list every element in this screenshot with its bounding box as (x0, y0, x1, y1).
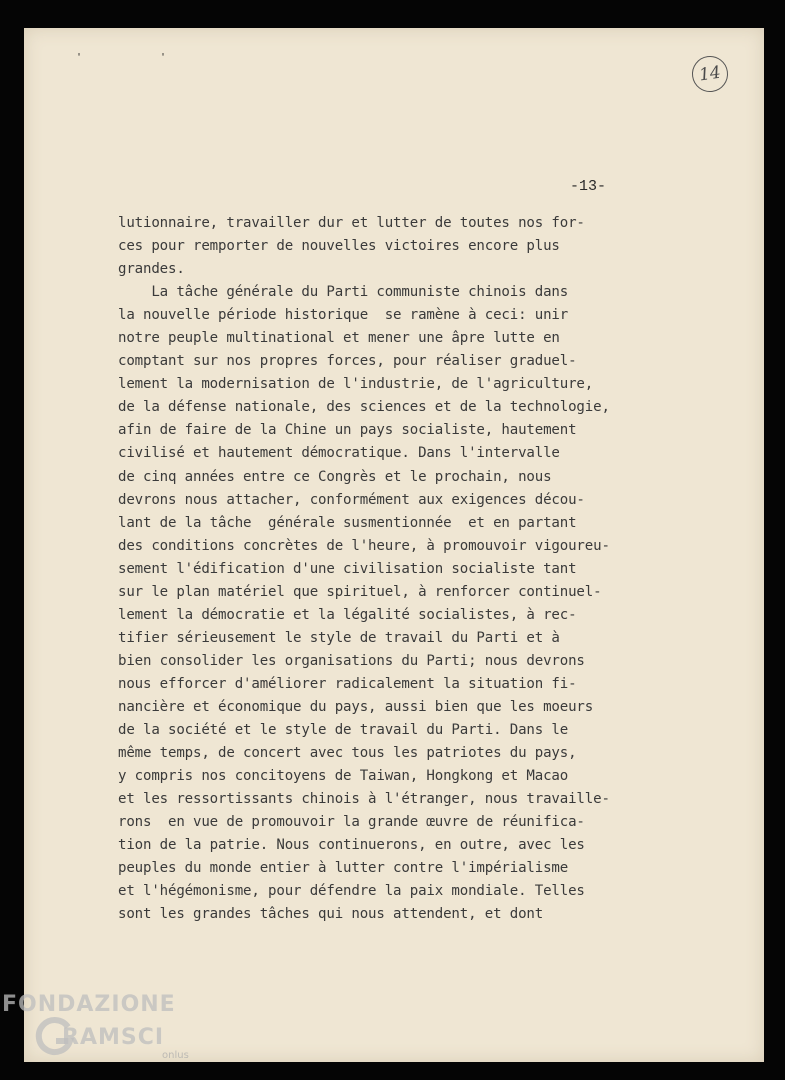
page-number: -13- (570, 178, 607, 195)
paper-sheet (24, 28, 764, 1062)
text-line: nous efforcer d'améliorer radicalement la situation fi- (118, 675, 577, 692)
watermark-line-2: RAMSCI (62, 1024, 165, 1050)
text-line: peuples du monde entier à lutter contre l'impérialisme (118, 860, 569, 877)
text-line: de la société et le style de travail du Parti. Dans le (118, 722, 569, 739)
text-line: comptant sur nos propres forces, pour réaliser graduel- (118, 353, 577, 370)
text-line: tifier sérieusement le style de travail du Parti et à (118, 629, 560, 646)
text-line: lement la modernisation de l'industrie, de l'agriculture, (118, 376, 594, 393)
text-line: lutionnaire, travailler dur et lutter de toutes nos for- (118, 215, 585, 231)
text-line: des conditions concrètes de l'heure, à promouvoir vigoureu- (118, 537, 610, 554)
fondazione-gramsci-watermark (2, 992, 189, 1061)
watermark-subtitle: onlus (162, 1050, 189, 1061)
text-line: afin de faire de la Chine un pays socialiste, hautement (118, 422, 577, 439)
text-line: notre peuple multinational et mener une âpre lutte en (118, 330, 560, 347)
text-line: ces pour remporter de nouvelles victoires encore plus (118, 238, 560, 255)
text-line: et les ressortissants chinois à l'étranger, nous travaille- (118, 791, 610, 808)
text-line: devrons nous attacher, conformément aux exigences décou- (118, 491, 585, 508)
text-line: la nouvelle période historique se ramène à ceci: unir (118, 307, 569, 324)
text-line: tion de la patrie. Nous continuerons, en outre, avec les (118, 837, 585, 854)
watermark-line-2-group (32, 1015, 176, 1059)
text-line: La tâche générale du Parti communiste chinois dans (118, 284, 569, 301)
document-body (118, 212, 678, 926)
text-line: civilisé et hautement démocratique. Dans l'intervalle (118, 445, 560, 462)
text-line: rons en vue de promouvoir la grande œuvre de réunifica- (118, 814, 585, 831)
archive-page-number: 14 (690, 54, 731, 95)
text-line: sement l'édification d'une civilisation socialiste tant (118, 560, 577, 577)
punch-marks: ' ' (76, 52, 203, 63)
text-line: nancière et économique du pays, aussi bien que les moeurs (118, 698, 594, 715)
text-line: de cinq années entre ce Congrès et le prochain, nous (118, 468, 552, 485)
text-line: grandes. (118, 261, 185, 278)
watermark-line-1: FONDAZIONE (2, 992, 176, 1017)
text-line: et l'hégémonisme, pour défendre la paix mondiale. Telles (118, 883, 585, 900)
text-line: lant de la tâche générale susmentionnée et en partant (118, 514, 577, 531)
text-line: y compris nos concitoyens de Taiwan, Hongkong et Macao (118, 768, 569, 785)
text-line: bien consolider les organisations du Parti; nous devrons (118, 652, 585, 669)
text-line: même temps, de concert avec tous les patriotes du pays, (118, 745, 577, 762)
text-line: sont les grandes tâches qui nous attendent, et dont (118, 906, 544, 923)
text-line: sur le plan matériel que spirituel, à renforcer continuel- (118, 583, 602, 600)
text-line: lement la démocratie et la légalité socialistes, à rec- (118, 606, 577, 623)
text-line: de la défense nationale, des sciences et de la technologie, (118, 399, 610, 416)
